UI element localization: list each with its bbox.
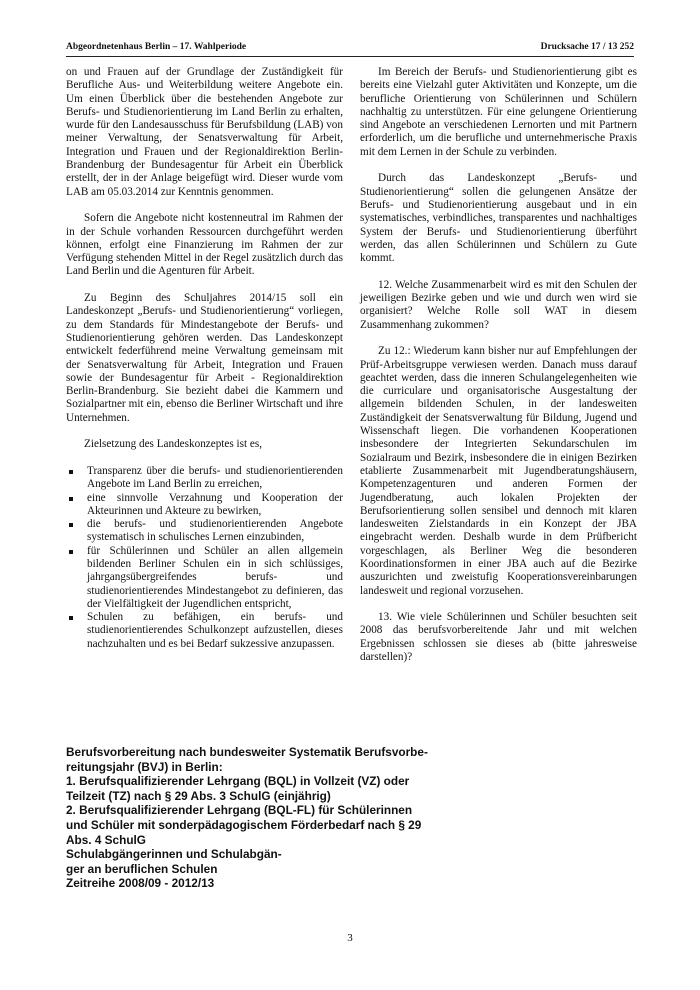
goal-list-item: [66, 545, 343, 611]
header-parliament: Abgeordnetenhaus Berlin – 17. Wahlperiode: [66, 42, 247, 52]
right-paragraph-2: Durch das Landeskonzept „Berufs- und Studienorientierung“ sollen die gelungenen Ansätze der Berufs- und Studienorientierung ausgebaut und in ein systematisches, verbindliches, transparentes und nachhaltiges System der Berufs- und Studienorientierung überführt werden, das allen Schülerinnen und Schülern zu Gute kommt.: [360, 172, 637, 265]
caption-line: Berufsvorbereitung nach bundesweiter Systematik Berufsvorbe-: [66, 745, 428, 759]
bullet-icon: [69, 523, 73, 527]
answer-12: Zu 12.: Wiederum kann bisher nur auf Empfehlungen der Prüf-Arbeitsgruppe verwiesen werden. Danach muss darauf geachtet werden, dass die inneren Schulangelegenheiten wie die curriculare und organisatorische Ausgestaltung der allgemein bildenden Schulen, in der landesweiten Zuständigkeit der Senatsverwaltung für Bildung, Jugend und Wissenschaft liegen. Die vorhandenen Kooperationen insbesondere der Integrierten Sekundarschulen im Sozialraum und Bezirk, insbesondere die in einigen Bezirken etablierte Zusammenarbeit mit Jugendberatungshäusern, Kompetenzagenturen und anderen Formen der Jugendberatung, auch lokalen Projekten der Berufsorientierung sollen sensibel und dennoch mit klaren landesweiten Zielstandards in ein Konzept der JBA eingebracht werden. Deshalb wurde in dem Prüfbericht vorgeschlagen, als Berliner Weg die besonderen Koordinationsformen in einer JBA auch auf die Bezirke auszurichten und zweistufig Kooperationsvereinbarungen landesweit und regional vorzusehen.: [360, 345, 637, 597]
bullet-icon: [69, 550, 73, 554]
right-paragraph-1: Im Bereich der Berufs- und Studienorientierung gibt es bereits eine Vielzahl guter Aktivitäten und Konzepte, um die berufliche Orientierung von Schülerinnen und Schülern nachhaltig zu unterstützen. Für eine gelungene Orientierung sind Angebote an verschiedenen Lernorten und mit Partnern erforderlich, um die berufliche und unternehmerische Praxis mit dem Lernen in der Schule zu verbinden.: [360, 66, 637, 158]
goal-text: für Schülerinnen und Schüler an allen allgemein bildenden Berliner Schulen ein in sich schlüssiges, jahrgangsübergreifendes berufs- und studienorientierendes Mindestangebot zu definieren, das der Vielfältigkeit der Jugendlichen entspricht,: [87, 544, 343, 610]
bullet-icon: [69, 470, 73, 474]
goal-list-item: [66, 492, 343, 519]
left-paragraph-2: Sofern die Angebote nicht kostenneutral im Rahmen der in der Schule vorhanden Ressourcen durchgeführt werden können, erfolgt eine Finanzierung im Rahmen der zur Verfügung stehenden Mittel in der Regel zusätzlich durch das Land Berlin und die Agenturen für Arbeit.: [66, 212, 343, 278]
right-column: [360, 66, 637, 678]
caption-line: Zeitreihe 2008/09 - 2012/13: [66, 876, 215, 891]
goal-list-item: [66, 518, 343, 545]
bullet-icon: [69, 616, 73, 620]
caption-line: Abs. 4 SchulG: [66, 832, 146, 847]
bullet-icon: [69, 497, 73, 501]
left-paragraph-4: Zielsetzung des Landeskonzeptes ist es,: [84, 438, 263, 451]
question-12: 12. Welche Zusammenarbeit wird es mit den Schulen der jeweiligen Bezirke geben und wie und durch wen wird sie organisiert? Welche Rolle soll WAT in diesem Zusammenhang zukommen?: [360, 278, 637, 331]
caption-line: 2. Berufsqualifizierender Lehrgang (BQL-FL) für Schülerinnen: [66, 803, 413, 818]
left-column: [66, 66, 343, 651]
goal-text: Schulen zu befähigen, ein berufs- und studienorientierendes Schulkonzept aufzustellen, dieses nachzuhalten und es bei Bedarf sukzessive anzupassen.: [87, 611, 343, 650]
goal-text: Transparenz über die berufs- und studienorientierenden Angebote im Land Berlin zu erreichen,: [87, 464, 343, 491]
caption-line: Teilzeit (TZ) nach § 29 Abs. 3 SchulG (einjährig): [66, 788, 331, 803]
left-paragraph-1: on und Frauen auf der Grundlage der Zuständigkeit für Berufliche Aus- und Weiterbildung weitere Angebote ein. Um einen Überblick über die bestehenden Angebote zur Berufs- und Studienorientierung im Land Berlin zu erhalten, wurde für den Landesausschuss für Berufsbildung (LAB) von meiner Verwaltung, der Senatsverwaltung für Arbeit, Integration und Frauen und der Regionaldirektion Berlin-Brandenburg der Bundesagentur für Arbeit ein Überblick erstellt, der in der Anlage beigefügt wird. Dieser wurde vom LAB am 05.03.2014 zur Kenntnis genommen.: [66, 66, 343, 198]
caption-line: reitungsjahr (BVJ) in Berlin:: [66, 759, 223, 774]
caption-line: ger an beruflichen Schulen: [66, 861, 218, 876]
caption-line: Schulabgängerinnen und Schulabgän-: [66, 847, 282, 862]
goal-list-item: [66, 611, 343, 651]
goal-text: die berufs- und studienorientierenden Angebote systematisch in schulisches Lernen einzubinden,: [87, 518, 343, 544]
page-header: [66, 40, 634, 57]
caption-line: und Schüler mit sonderpädagogischem Förderbedarf nach § 29: [66, 817, 422, 832]
header-document-number: Drucksache 17 / 13 252: [540, 42, 634, 52]
goal-list-item: [66, 465, 343, 492]
page-number: 3: [347, 932, 353, 944]
question-13: 13. Wie viele Schülerinnen und Schüler besuchten seit 2008 das berufsvorbereitende Jahr und mit welchen Ergebnissen schlossen sie dieses ab (bitte jahresweise darstellen)?: [360, 611, 637, 664]
left-paragraph-3: Zu Beginn des Schuljahres 2014/15 soll ein Landeskonzept „Berufs- und Studienorientierung“ vorliegen, zu dem Standards für Mindestangebote der Berufs- und Studienorientierung gehören werden. Das Landeskonzept entwickelt federführend meine Verwaltung gemeinsam mit der Senatsverwaltung für Arbeit, Integration und Frauen sowie der Bundesagentur für Arbeit - Regionaldirektion Berlin-Brandenburg. Sie bezieht dabei die Kammern und Sozialpartner mit ein, ebenso die Berliner Wirtschaft und ihre Unternehmen.: [66, 292, 343, 424]
goal-list: [66, 465, 343, 651]
caption-line: 1. Berufsqualifizierender Lehrgang (BQL) in Vollzeit (VZ) oder: [66, 774, 410, 789]
goal-text: eine sinnvolle Verzahnung und Kooperation der Akteurinnen und Akteure zu bewirken,: [87, 491, 343, 517]
table-caption-block: [66, 745, 466, 891]
